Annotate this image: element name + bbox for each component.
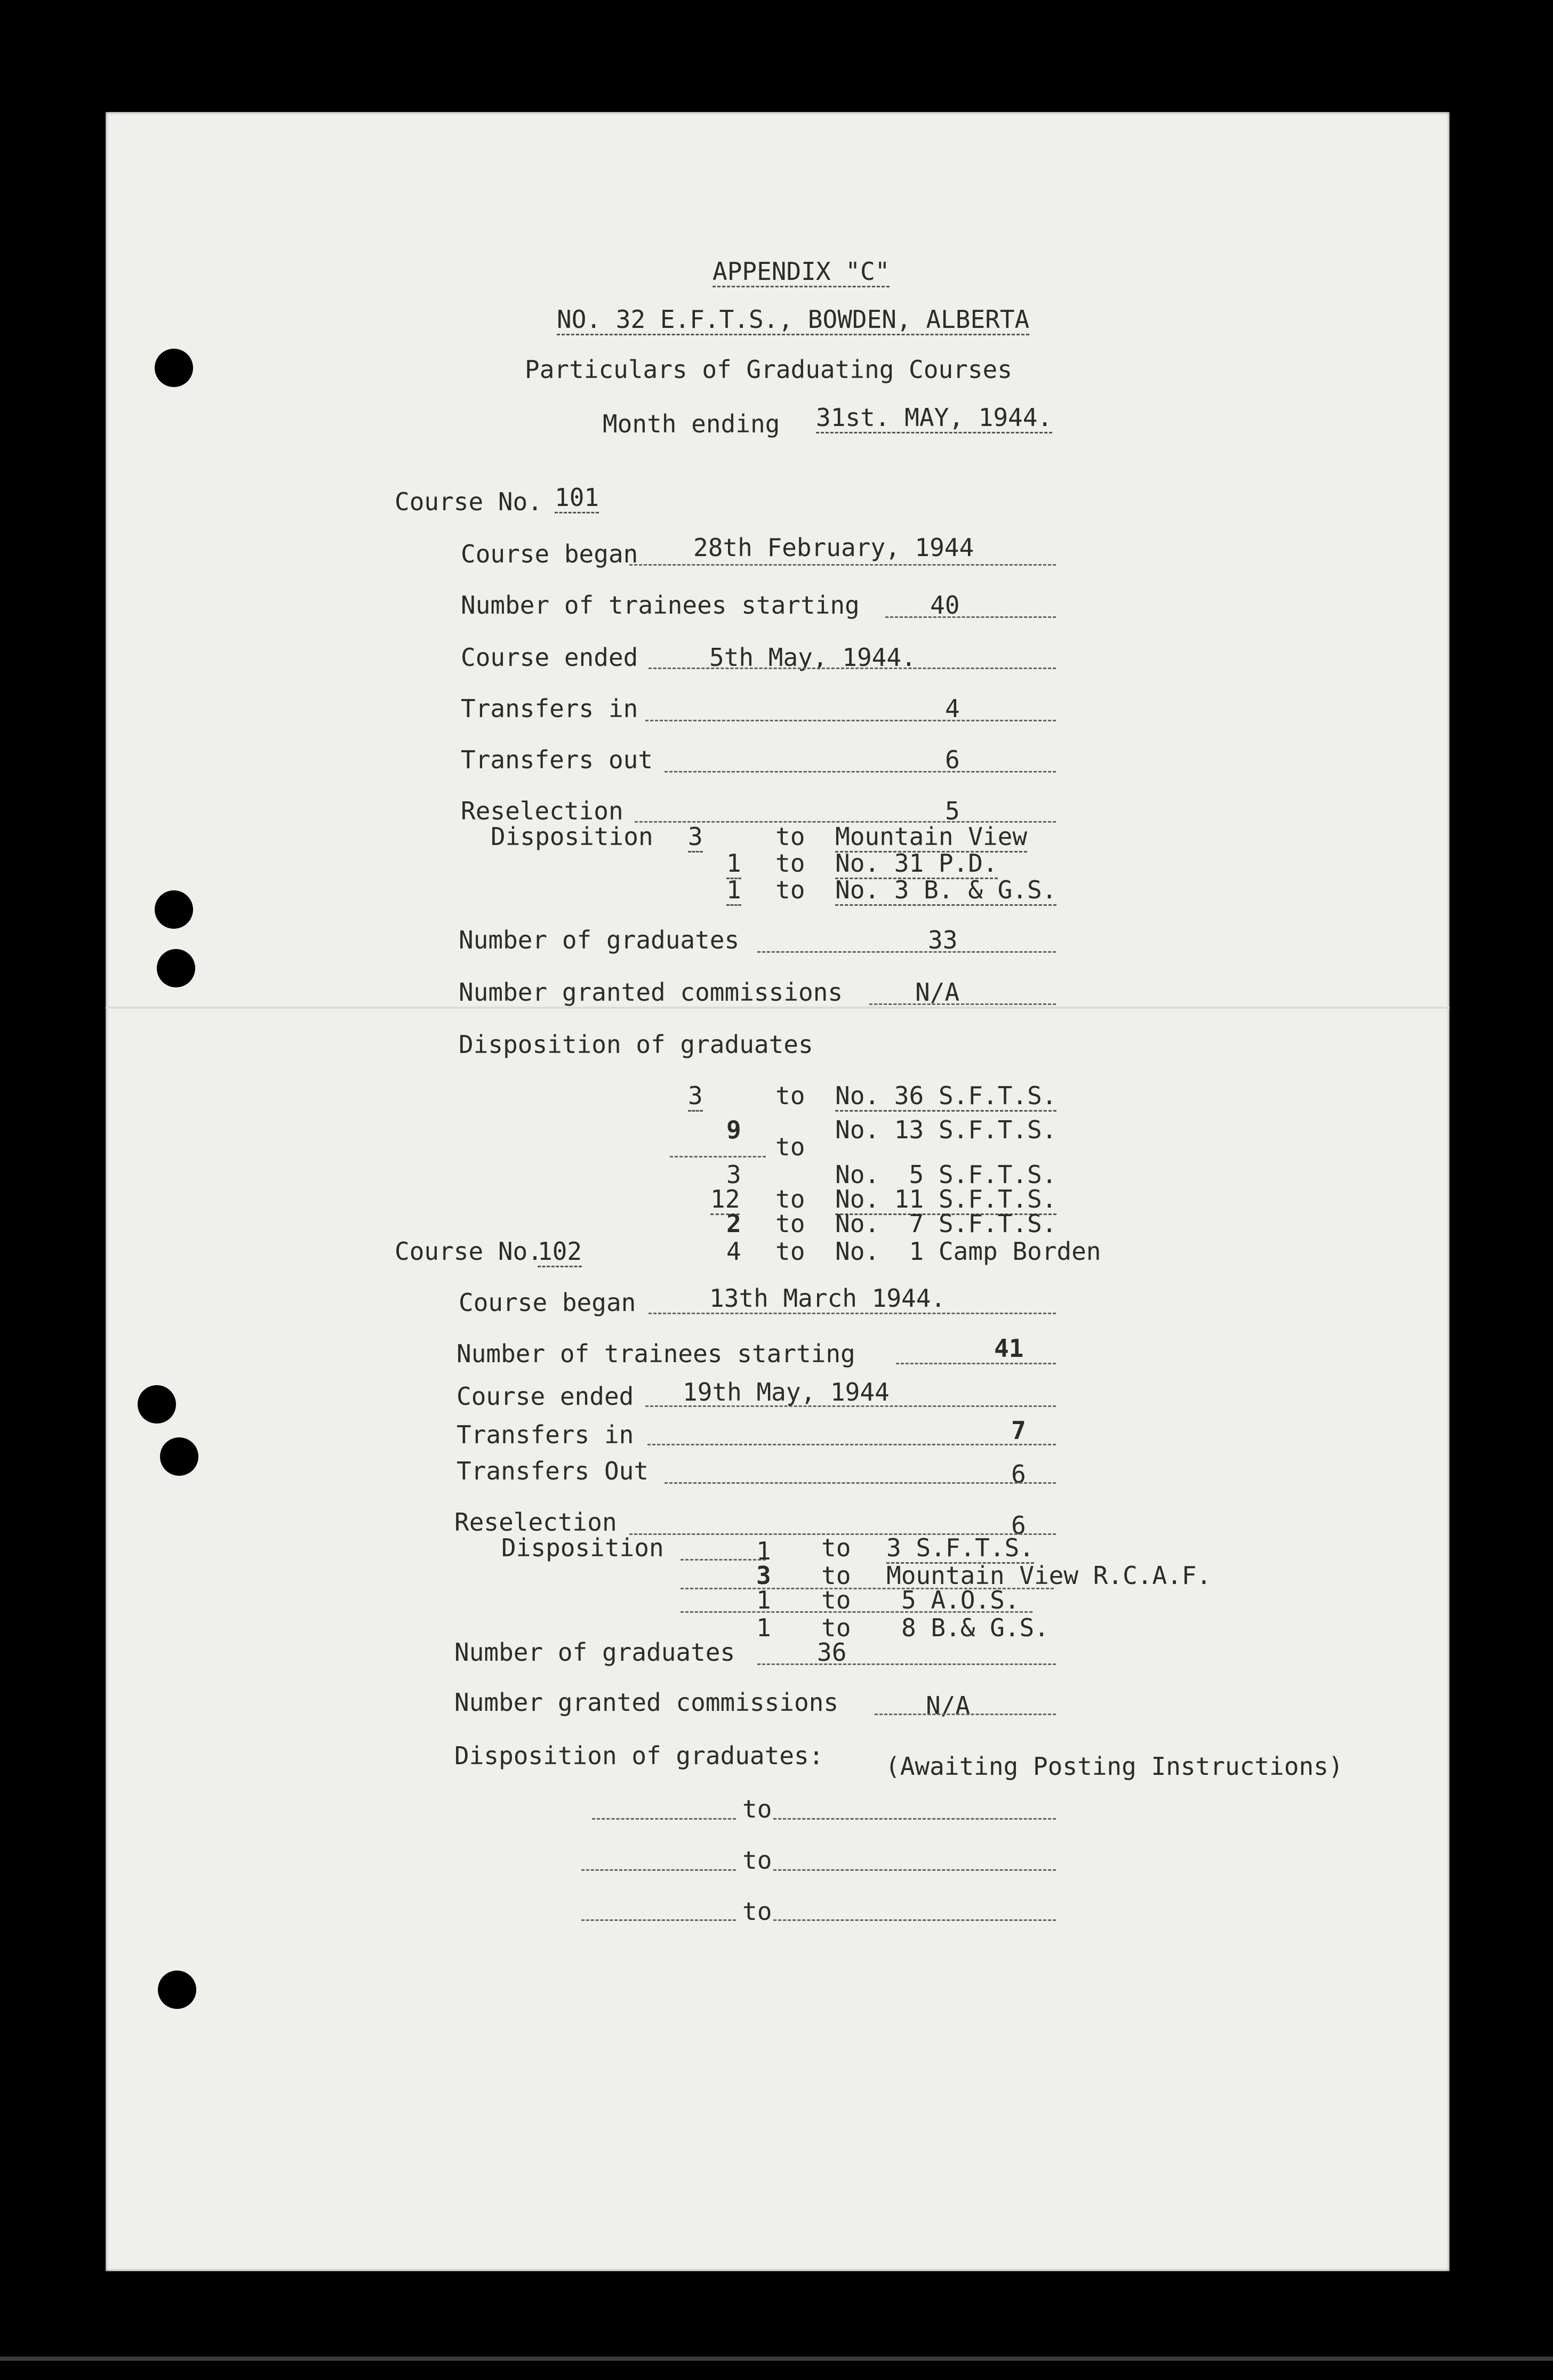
graduates-value: 33 xyxy=(928,926,958,954)
transfers-out-label: Transfers out xyxy=(461,745,653,774)
starting-label: Number of trainees starting xyxy=(461,591,860,620)
reselection-to: to xyxy=(775,875,805,904)
reselection-value: 5 xyxy=(945,797,960,825)
grad-to: to xyxy=(775,1132,805,1161)
disposition-label: Disposition xyxy=(501,1533,664,1562)
began-label: Course began xyxy=(461,540,638,568)
grad-disposition-label: Disposition of graduates: xyxy=(454,1741,824,1770)
began-value: 13th March 1944. xyxy=(709,1284,946,1313)
month-value: 31st. MAY, 1944. xyxy=(816,405,1052,433)
began-value: 28th February, 1944 xyxy=(693,533,974,562)
disposition-line xyxy=(681,1559,766,1561)
course-label: Course No. xyxy=(395,1237,542,1266)
commissions-line xyxy=(869,1003,1056,1005)
ended-line xyxy=(649,668,1056,669)
grad-count: 12 xyxy=(710,1187,740,1215)
reselection-dest: No. 3 B. & G.S. xyxy=(835,878,1056,906)
blank-to: to xyxy=(742,1846,772,1875)
grad-dest: No. 1 Camp Borden xyxy=(835,1237,1101,1266)
punch-hole xyxy=(155,349,193,387)
transfers-in-value: 7 xyxy=(1011,1416,1026,1445)
transfers-in-value: 4 xyxy=(945,694,960,723)
reselection-dest: Mountain View R.C.A.F. xyxy=(886,1561,1212,1590)
blank-line xyxy=(581,1869,736,1871)
transfers-in-label: Transfers in xyxy=(461,694,638,723)
reselection-count: 1 xyxy=(726,878,741,906)
grad-disposition-note: (Awaiting Posting Instructions) xyxy=(885,1752,1343,1781)
starting-line xyxy=(885,616,1056,618)
blank-to: to xyxy=(742,1795,772,1823)
grad-disposition-label: Disposition of graduates xyxy=(459,1030,813,1059)
reselection-count: 3 xyxy=(756,1561,771,1590)
appendix-title: APPENDIX "C" xyxy=(713,259,890,287)
reselection-to: to xyxy=(775,822,805,851)
transfers-out-value: 6 xyxy=(1011,1460,1026,1489)
reselection-dest: 5 A.O.S. xyxy=(901,1586,1020,1614)
starting-line xyxy=(896,1363,1056,1364)
began-line xyxy=(629,564,1056,566)
grad-line xyxy=(670,1156,766,1157)
punch-hole xyxy=(158,1971,196,2009)
graduates-line xyxy=(757,1663,1056,1665)
starting-label: Number of trainees starting xyxy=(457,1339,855,1368)
ended-line xyxy=(645,1405,1056,1407)
reselection-dest: No. 31 P.D. xyxy=(835,851,998,879)
ended-label: Course ended xyxy=(461,643,638,672)
transfers-out-value: 6 xyxy=(945,745,960,774)
grad-dest: No. 11 S.F.T.S. xyxy=(835,1187,1056,1215)
grad-dest: No. 13 S.F.T.S. xyxy=(835,1115,1057,1144)
punch-hole xyxy=(155,890,193,929)
reselection-label: Reselection xyxy=(454,1508,617,1537)
grad-to: to xyxy=(775,1081,805,1110)
punch-hole xyxy=(157,949,195,987)
transfers-in-label: Transfers in xyxy=(457,1420,634,1449)
ended-label: Course ended xyxy=(457,1382,634,1411)
grad-dest: No. 36 S.F.T.S. xyxy=(835,1083,1056,1112)
reselection-to: to xyxy=(821,1586,851,1614)
course-label: Course No. xyxy=(395,487,542,516)
began-label: Course began xyxy=(459,1288,636,1317)
course-number: 102 xyxy=(538,1239,582,1267)
reselection-dest: 3 S.F.T.S. xyxy=(886,1535,1034,1564)
reselection-count: 1 xyxy=(756,1586,771,1614)
starting-value: 41 xyxy=(994,1334,1024,1363)
graduates-label: Number of graduates xyxy=(459,926,740,954)
disposition-line xyxy=(681,1611,1032,1613)
graduates-line xyxy=(757,951,1056,953)
unit-title: NO. 32 E.F.T.S., BOWDEN, ALBERTA xyxy=(557,307,1029,335)
reselection-count: 1 xyxy=(756,1613,771,1642)
grad-count: 4 xyxy=(726,1237,741,1266)
grad-count: 9 xyxy=(726,1115,741,1144)
transfers-in-line xyxy=(645,720,1056,721)
blank-line xyxy=(773,1869,1056,1871)
fold-crease xyxy=(106,1007,1450,1009)
reselection-count: 1 xyxy=(756,1537,771,1565)
grad-dest: No. 7 S.F.T.S. xyxy=(835,1209,1057,1238)
reselection-label: Reselection xyxy=(461,797,623,825)
reselection-dest: 8 B.& G.S. xyxy=(901,1613,1049,1642)
reselection-count: 1 xyxy=(726,851,741,879)
punch-hole xyxy=(138,1385,176,1424)
reselection-dest: Mountain View xyxy=(835,824,1027,853)
commissions-label: Number granted commissions xyxy=(454,1688,839,1717)
graduates-label: Number of graduates xyxy=(454,1638,735,1667)
transfers-out-line xyxy=(665,1482,1056,1484)
ended-value: 5th May, 1944. xyxy=(709,643,916,672)
course-number: 101 xyxy=(555,485,599,513)
commissions-line xyxy=(875,1714,1056,1715)
transfers-out-line xyxy=(665,771,1056,773)
commissions-label: Number granted commissions xyxy=(459,978,843,1007)
reselection-to: to xyxy=(821,1533,851,1562)
page-subtitle: Particulars of Graduating Courses xyxy=(525,355,1012,384)
grad-to: to xyxy=(775,1237,805,1266)
graduates-value: 36 xyxy=(817,1638,847,1667)
blank-line xyxy=(581,1919,736,1921)
disposition-label: Disposition xyxy=(491,822,653,851)
blank-to: to xyxy=(742,1897,772,1926)
ended-value: 19th May, 1944 xyxy=(683,1378,890,1406)
reselection-to: to xyxy=(821,1613,851,1642)
commissions-value: N/A xyxy=(926,1691,971,1720)
blank-line xyxy=(773,1818,1056,1820)
grad-dest: No. 5 S.F.T.S. xyxy=(835,1160,1057,1189)
reselection-value: 6 xyxy=(1011,1511,1026,1540)
commissions-value: N/A xyxy=(915,978,960,1007)
grad-to: to xyxy=(775,1185,805,1213)
reselection-to: to xyxy=(821,1561,851,1590)
transfers-out-label: Transfers Out xyxy=(457,1457,649,1485)
transfers-in-line xyxy=(647,1444,1056,1445)
blank-line xyxy=(773,1919,1056,1921)
grad-count: 2 xyxy=(726,1209,741,1238)
reselection-count: 3 xyxy=(688,824,703,853)
starting-value: 40 xyxy=(930,591,960,620)
grad-count: 3 xyxy=(726,1160,741,1189)
grad-to: to xyxy=(775,1209,805,1238)
reselection-to: to xyxy=(775,849,805,878)
month-label: Month ending xyxy=(603,409,780,438)
grad-count: 3 xyxy=(688,1083,703,1112)
punch-hole xyxy=(160,1437,198,1476)
film-edge xyxy=(0,2357,1553,2361)
blank-line xyxy=(592,1818,736,1820)
began-line xyxy=(649,1313,1056,1314)
